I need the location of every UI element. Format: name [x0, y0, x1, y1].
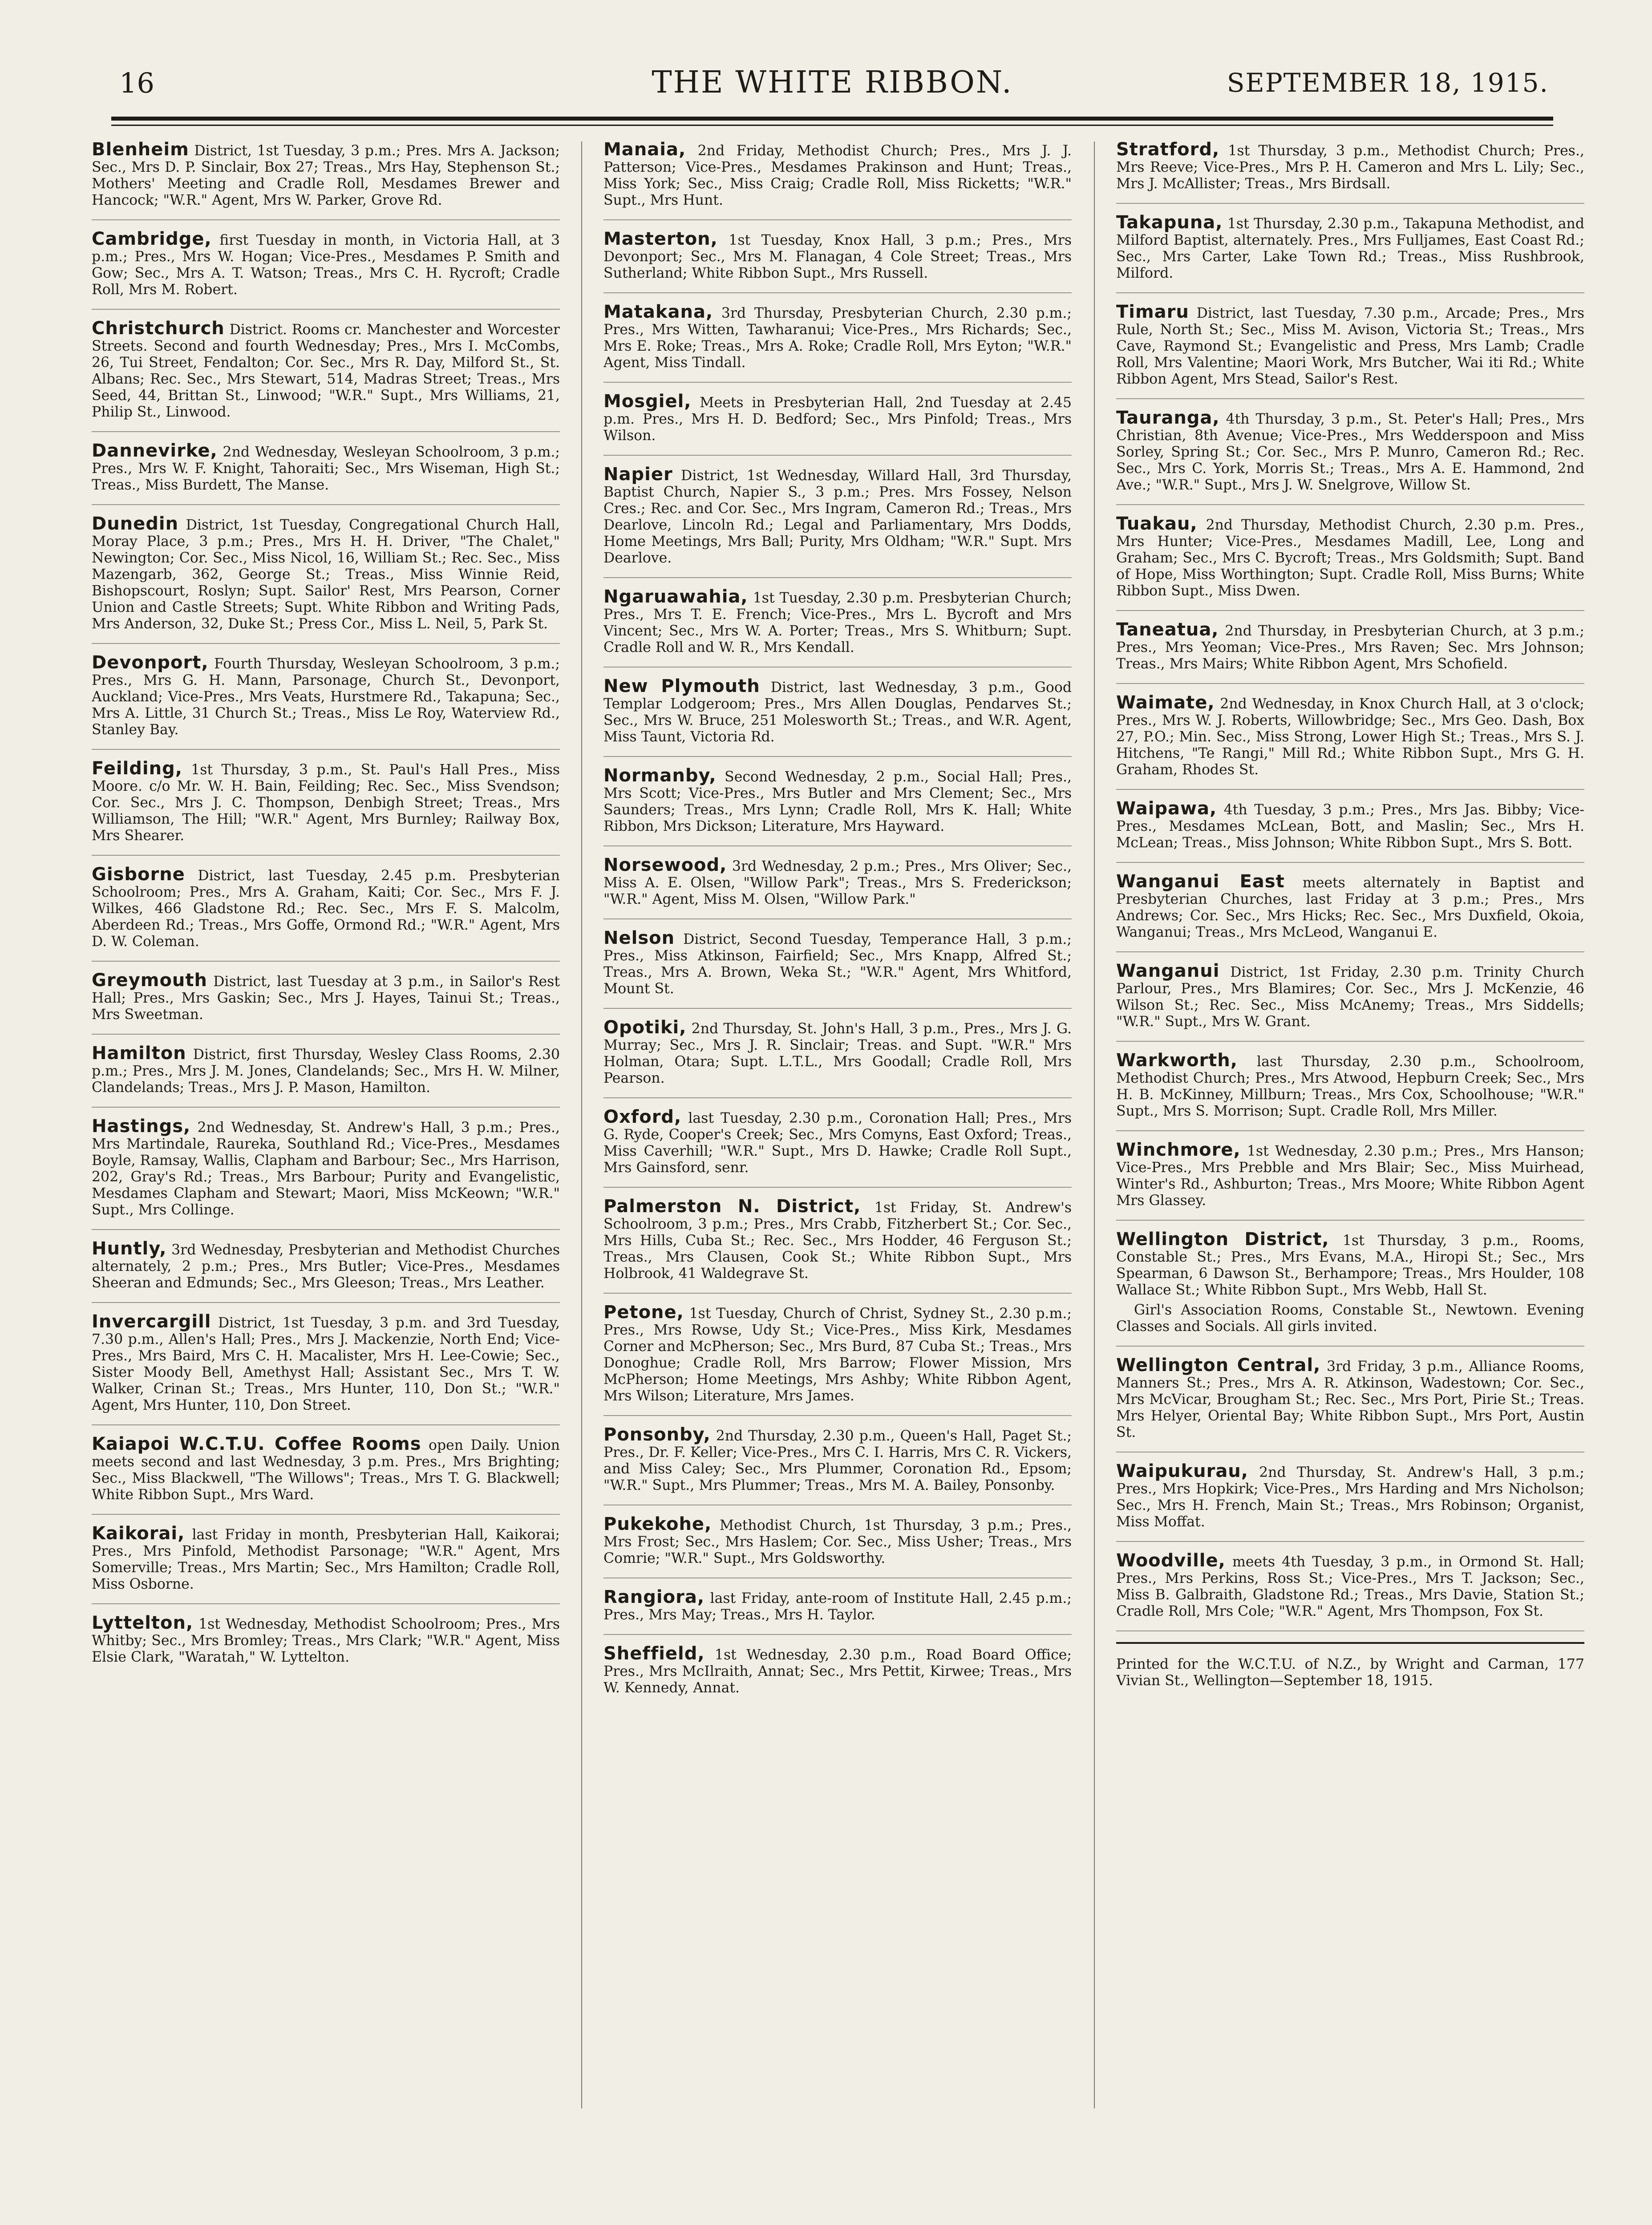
union-name: Waimate,	[1116, 692, 1215, 713]
union-details: 2nd Wednesday, Wesleyan Schoolroom, 3 p.m.; Pres., Mrs W. F. Knight, Tahoraiti; Sec., Mrs Wiseman, High St.; Treas., Miss Burdett, The Manse.	[92, 444, 560, 493]
union-details: 1st Thursday, 3 p.m., St. Paul's Hall Pres., Miss Moore. c/o Mr. W. H. Bain, Feilding; Rec. Sec., Miss Svendson; Cor. Sec., Mrs J. C. Thompson, Denbigh Street; Treas., Mrs Williamson, The Hill; "W.R." Agent, Mrs Burnley; Railway Box, Mrs Shearer.	[92, 762, 560, 844]
union-name: Opotiki,	[603, 1017, 687, 1038]
union-details: last Thursday, 2.30 p.m., Schoolroom, Methodist Church; Pres., Mrs Atwood, Hepburn Creek; Sec., Mrs H. B. McKinney, Millburn; Treas., Mrs Cox, Schoolhouse; "W.R." Supt., Mrs S. Morrison; Supt. Cradle Roll, Mrs Miller.	[1116, 1054, 1584, 1119]
union-details: 1st Wednesday, 2.30 p.m., Road Board Office; Pres., Mrs McIlraith, Annat; Sec., Mrs Pettit, Kirwee; Treas., Mrs W. Kennedy, Annat.	[603, 1647, 1072, 1696]
union-details: 1st Tuesday, Church of Christ, Sydney St., 2.30 p.m.; Pres., Mrs Rowse, Udy St.; Vice-Pres., Miss Kirk, Mesdames Corner and McPherson; Sec., Mrs Burd, 87 Cuba St.; Treas., Mrs Donoghue; Cradle Roll, Mrs Barrow; Flower Mission, Mrs McPherson; Home Meetings, Mrs Ashby; White Ribbon Agent, Mrs Wilson; Literature, Mrs James.	[603, 1306, 1072, 1404]
union-details: 1st Wednesday, Methodist Schoolroom; Pres., Mrs Whitby; Sec., Mrs Bromley; Treas., Mrs Clark; "W.R." Agent, Miss Elsie Clark, "Waratah," W. Lyttelton.	[92, 1616, 560, 1665]
union-name: Sheffield,	[603, 1643, 705, 1664]
column-2	[603, 142, 1072, 2224]
union-entry-ponsonby	[603, 1424, 1072, 1505]
union-name: Huntly,	[92, 1238, 167, 1259]
header-rule-thick	[111, 117, 1553, 121]
union-name: Petone,	[603, 1302, 684, 1323]
union-details: 1st Thursday, 2.30 p.m., Takapuna Methodist, and Milford Baptist, alternately. Pres., Mrs Fulljames, East Coast Rd.; Sec., Mrs Carter, Lake Town Rd.; Treas., Miss Rushbrook, Milford.	[1116, 216, 1584, 281]
union-entry-norsewood	[603, 857, 1072, 919]
union-name: Wanganui	[1116, 961, 1220, 981]
union-name: Gisborne	[92, 864, 185, 885]
union-note: Girl's Association Rooms, Constable St., Newtown. Evening Classes and Socials. All girls invited.	[1116, 1302, 1584, 1335]
union-entry-woodville	[1116, 1550, 1584, 1631]
union-entry-waipukurau	[1116, 1463, 1584, 1542]
column-divider-1	[581, 142, 582, 2108]
union-name: Kaikorai,	[92, 1523, 185, 1544]
union-name: Dannevirke,	[92, 441, 218, 461]
union-entry-dunedin	[92, 516, 560, 644]
union-name: Manaia,	[603, 142, 686, 160]
union-details: District, Second Tuesday, Temperance Hall, 3 p.m.; Pres., Miss Atkinson, Fairfield; Sec., Mrs Knapp, Alfred St.; Treas., Mrs A. Brown, Weka St.; "W.R." Agent, Mrs Whitford, Mount St.	[603, 931, 1072, 997]
union-details: 2nd Friday, Methodist Church; Pres., Mrs J. J. Patterson; Vice-Pres., Mesdames Prakinson and Hunt; Treas., Miss York; Sec., Miss Craig; Cradle Roll, Miss Ricketts; "W.R." Supt., Mrs Hunt.	[603, 143, 1072, 208]
union-entry-kaikorai	[92, 1525, 560, 1604]
union-name: Greymouth	[92, 970, 207, 991]
union-name: Pukekohe,	[603, 1514, 712, 1534]
union-name: Napier	[603, 464, 673, 485]
union-name: Lyttelton,	[92, 1613, 194, 1633]
union-details: last Friday in month, Presbyterian Hall, Kaikorai; Pres., Mrs Pinfold, Methodist Parsonage; "W.R." Agent, Mrs Somerville; Treas., Mrs Martin; Sec., Mrs Hamilton; Cradle Roll, Miss Osborne.	[92, 1527, 560, 1592]
union-entry-stratford	[1116, 142, 1584, 204]
newspaper-title: THE WHITE RIBBON.	[652, 65, 1013, 100]
union-details: last Tuesday, 2.30 p.m., Coronation Hall; Pres., Mrs G. Ryde, Cooper's Creek; Sec., Mrs Comyns, East Oxford; Treas., Miss Caverhill; "W.R." Supt., Mrs D. Hawke; Cradle Roll Supt., Mrs Gainsford, senr.	[603, 1110, 1072, 1176]
union-name: Timaru	[1116, 302, 1189, 322]
union-name: Woodville,	[1116, 1550, 1226, 1571]
union-entry-sheffield	[603, 1643, 1072, 1707]
union-name: Oxford,	[603, 1107, 682, 1127]
union-details: 1st Friday, St. Andrew's Schoolroom, 3 p.m.; Pres., Mrs Crabb, Fitzherbert St.; Cor. Sec., Mrs Hills, Cuba St.; Rec. Sec., Mrs Hodder, 46 Ferguson St.; Treas., Mrs Clausen, Cook St.; White Ribbon Supt., Mrs Holbrook, 41 Waldegrave St.	[603, 1200, 1072, 1282]
union-name: Nelson	[603, 928, 675, 948]
union-details: 2nd Thursday, St. Andrew's Hall, 3 p.m.; Pres., Mrs Hopkirk; Vice-Pres., Mrs Harding and Mrs Nicholson; Sec., Mrs H. French, Main St.; Treas., Mrs Robinson; Organist, Miss Moffat.	[1116, 1464, 1584, 1530]
union-name: Takapuna,	[1116, 212, 1223, 233]
union-name: Rangiora,	[603, 1587, 705, 1607]
union-details: 1st Tuesday, 2.30 p.m. Presbyterian Church; Pres., Mrs T. E. French; Vice-Pres., Mrs L. Bycroft and Mrs Vincent; Sec., Mrs W. A. Porter; Treas., Mrs S. Whitburn; Supt. Cradle Roll and W. R., Mrs Kendall.	[603, 590, 1072, 655]
union-details: 1st Tuesday, Knox Hall, 3 p.m.; Pres., Mrs Devonport; Sec., Mrs M. Flanagan, 4 Cole Street; Treas., Mrs Sutherland; White Ribbon Supt., Mrs Russell.	[603, 232, 1072, 281]
union-name: Taneatua,	[1116, 619, 1219, 640]
union-name: Stratford,	[1116, 142, 1220, 160]
union-name: Warkworth,	[1116, 1050, 1238, 1071]
union-entry-cambridge	[92, 231, 560, 310]
union-entry-pukekohe	[603, 1516, 1072, 1578]
union-entry-hamilton	[92, 1045, 560, 1108]
union-details: District, first Thursday, Wesley Class Rooms, 2.30 p.m.; Pres., Mrs J. M. Jones, Clandelands; Sec., Mrs H. W. Milner, Clandelands; Treas., Mrs J. P. Mason, Hamilton.	[92, 1047, 560, 1096]
union-entry-hastings	[92, 1118, 560, 1230]
union-name: Masterton,	[603, 229, 718, 249]
union-details: Meets in Presbyterian Hall, 2nd Tuesday at 2.45 p.m. Pres., Mrs H. D. Bedford; Sec., Mrs Pinfold; Treas., Mrs Wilson.	[603, 395, 1072, 444]
union-entry-oxford	[603, 1109, 1072, 1188]
union-entry-devonport	[92, 652, 560, 750]
union-details: 3rd Wednesday, Presbyterian and Methodist Churches alternately, 2 p.m.; Pres., Mrs Butler; Vice-Pres., Mesdames Sheeran and Edmunds; Sec., Mrs Gleeson; Treas., Mrs Leather.	[92, 1242, 560, 1291]
union-entry-takapuna	[1116, 214, 1584, 293]
union-details: District, 1st Tuesday, 3 p.m. and 3rd Tuesday, 7.30 p.m., Allen's Hall; Pres., Mrs J. Mackenzie, North End; Vice-Pres., Mrs Baird, Mrs C. H. Macalister, Mrs H. Lee-Cowie; Sec., Sister Moody Bell, Amethyst Hall; Assistant Sec., Mrs T. W. Walker, Crinan St.; Treas., Mrs Hunter, 110, Don St.; "W.R." Agent, Mrs Hunter, 110, Don Street.	[92, 1315, 560, 1413]
union-entry-mosgiel	[603, 393, 1072, 456]
union-name: Waipawa,	[1116, 798, 1217, 819]
union-details: last Friday, ante-room of Institute Hall, 2.45 p.m.; Pres., Mrs May; Treas., Mrs H. Taylor.	[603, 1590, 1072, 1623]
union-details: open Daily. Union meets second and last Wednesday, 3 p.m. Pres., Mrs Brighting; Sec., Miss Blackwell, "The Willows"; Treas., Mrs T. G. Blackwell; White Ribbon Supt., Mrs Ward.	[92, 1437, 560, 1503]
union-name: Ponsonby,	[603, 1424, 711, 1445]
union-entry-new-plymouth	[603, 678, 1072, 757]
column-3	[1116, 142, 1584, 2224]
union-entry-matakana	[603, 304, 1072, 383]
union-entry-tuakau	[1116, 516, 1584, 611]
union-details: 2nd Wednesday, in Knox Church Hall, at 3 o'clock; Pres., Mrs W. J. Roberts, Willowbridge; Sec., Mrs Geo. Dash, Box 27, P.O.; Min. Sec., Miss Strong, Lower High St.; Treas., Mrs S. J. Hitchens, "Te Rangi," Mill Rd.; White Ribbon Supt., Mrs G. H. Graham, Rhodes St.	[1116, 696, 1584, 778]
union-name: Wellington Central,	[1116, 1355, 1321, 1375]
union-name: Feilding,	[92, 758, 182, 779]
union-name: Hamilton	[92, 1043, 186, 1064]
union-details: District, last Tuesday, 7.30 p.m., Arcade; Pres., Mrs Rule, North St.; Sec., Miss M. Avison, Victoria St.; Treas., Mrs Cave, Raymond St.; Evangelistic and Press, Mrs Lamb; Cradle Roll, Mrs Valentine; Maori Work, Mrs Butcher, Wai iti Rd.; White Ribbon Agent, Mrs Stead, Sailor's Rest.	[1116, 305, 1584, 387]
union-entry-wellington-central	[1116, 1357, 1584, 1452]
union-details: District, 1st Tuesday, Congregational Church Hall, Moray Place, 3 p.m.; Pres., Mrs H. H. Driver, "The Chalet," Newington; Cor. Sec., Miss Nicol, 16, William St.; Rec. Sec., Miss Mazengarb, 362, George St.; Treas., Miss Winnie Reid, Bishopscourt, Roslyn; Supt. Sailor' Rest, Mrs Pearson, Corner Union and Castle Streets; Supt. White Ribbon and Writing Pads, Mrs Anderson, 32, Duke St.; Press Cor., Miss L. Neil, 5, Park St.	[92, 517, 560, 632]
union-entry-nelson	[603, 930, 1072, 1009]
union-entry-kaiapoi-w-c-t-u-coffee-rooms	[92, 1436, 560, 1515]
union-details: first Tuesday in month, in Victoria Hall, at 3 p.m.; Pres., Mrs W. Hogan; Vice-Pres., Mesdames P. Smith and Gow; Sec., Mrs A. T. Watson; Treas., Mrs C. H. Rycroft; Cradle Roll, Mrs M. Robert.	[92, 232, 560, 298]
union-entry-christchurch	[92, 320, 560, 432]
union-details: District, last Wednesday, 3 p.m., Good Templar Lodgeroom; Pres., Mrs Allen Douglas, Pendarves St.; Sec., Mrs W. Bruce, 251 Molesworth St.; Treas., and W.R. Agent, Miss Taunt, Victoria Rd.	[603, 680, 1072, 745]
union-details: 4th Tuesday, 3 p.m.; Pres., Mrs Jas. Bibby; Vice-Pres., Mesdames McLean, Bott, and Maslin; Sec., Mrs H. McLean; Treas., Miss Johnson; White Ribbon Supt., Mrs S. Bott.	[1116, 802, 1584, 851]
union-entry-winchmore	[1116, 1142, 1584, 1221]
page-number: 16	[119, 67, 154, 99]
union-entry-tauranga	[1116, 410, 1584, 505]
union-entry-wanganui	[1116, 963, 1584, 1042]
union-entry-timaru	[1116, 304, 1584, 399]
union-entry-manaia	[603, 142, 1072, 220]
union-details: Fourth Thursday, Wesleyan Schoolroom, 3 p.m.; Pres., Mrs G. H. Mann, Parsonage, Church St., Devonport, Auckland; Vice-Pres., Mrs Veats, Hurstmere Rd., Takapuna; Sec., Mrs A. Little, 31 Church St.; Treas., Miss Le Roy, Waterview Rd., Stanley Bay.	[92, 656, 560, 738]
union-name: Palmerston N. District,	[603, 1196, 861, 1217]
union-details: Second Wednesday, 2 p.m., Social Hall; Pres., Mrs Scott; Vice-Pres., Mrs Butler and Mrs Clement; Sec., Mrs Saunders; Treas., Mrs Lynn; Cradle Roll, Mrs K. Hall; White Ribbon, Mrs Dickson; Literature, Mrs Hayward.	[603, 769, 1072, 834]
column-1	[92, 142, 560, 2224]
union-entry-masterton	[603, 231, 1072, 293]
union-entry-waimate	[1116, 692, 1584, 790]
union-entry-invercargill	[92, 1311, 560, 1425]
union-name: Mosgiel,	[603, 391, 692, 412]
union-details: Methodist Church, 1st Thursday, 3 p.m.; Pres., Mrs Frost; Sec., Mrs Haslem; Cor. Sec., Miss Usher; Treas., Mrs Comrie; "W.R." Supt., Mrs Goldsworthy.	[603, 1517, 1072, 1566]
union-entry-dannevirke	[92, 443, 560, 505]
union-name: Norsewood,	[603, 855, 727, 875]
union-details: 1st Wednesday, 2.30 p.m.; Pres., Mrs Hanson; Vice-Pres., Mrs Prebble and Mrs Blair; Sec., Miss Muirhead, Winter's Rd., Ashburton; Treas., Mrs Moore; White Ribbon Agent Mrs Glassey.	[1116, 1143, 1584, 1209]
union-details: 2nd Thursday, St. John's Hall, 3 p.m., Pres., Mrs J. G. Murray; Sec., Mrs J. R. Sinclair; Treas. and Supt. "W.R." Mrs Holman, Otara; Supt. L.T.L., Mrs Goodall; Cradle Roll, Mrs Pearson.	[603, 1021, 1072, 1086]
union-details: District, 1st Tuesday, 3 p.m.; Pres. Mrs A. Jackson; Sec., Mrs D. P. Sinclair, Box 27; Treas., Mrs Hay, Stephenson St.; Mothers' Meeting and Cradle Roll, Mesdames Brewer and Hancock; "W.R." Agent, Mrs W. Parker, Grove Rd.	[92, 143, 560, 208]
union-entry-wellington-district	[1116, 1231, 1584, 1347]
union-entry-waipawa	[1116, 798, 1584, 863]
union-details: District, last Tuesday, 2.45 p.m. Presbyterian Schoolroom; Pres., Mrs A. Graham, Kaiti; Cor. Sec., Mrs F. J. Wilkes, 466 Gladstone Rd.; Rec. Sec., Mrs F. S. Malcolm, Aberdeen Rd.; Treas., Mrs Goffe, Ormond Rd.; "W.R." Agent, Mrs D. W. Coleman.	[92, 868, 560, 950]
union-entry-taneatua	[1116, 619, 1584, 684]
union-details: 3rd Wednesday, 2 p.m.; Pres., Mrs Oliver; Sec., Miss A. E. Olsen, "Willow Park"; Treas., Mrs S. Frederickson; "W.R." Agent, Miss M. Olsen, "Willow Park."	[603, 858, 1072, 907]
union-details: 2nd Thursday, in Presbyterian Church, at 3 p.m.; Pres., Mrs Yeoman; Vice-Pres., Mrs Raven; Sec. Mrs Johnson; Treas., Mrs Mairs; White Ribbon Agent, Mrs Schofield.	[1116, 623, 1584, 672]
union-name: Dunedin	[92, 514, 179, 534]
union-name: Devonport,	[92, 652, 209, 673]
union-name: Tuakau,	[1116, 514, 1198, 534]
union-details: 2nd Thursday, Methodist Church, 2.30 p.m. Pres., Mrs Hunter; Vice-Pres., Mesdames Madill, Lee, Long and Graham; Sec., Mrs C. Bycroft; Treas., Mrs Goldsmith; Supt. Band of Hope, Miss Worthington; Supt. Cradle Roll, Miss Burns; White Ribbon Supt., Miss Dwen.	[1116, 517, 1584, 599]
union-details: meets 4th Tuesday, 3 p.m., in Ormond St. Hall; Pres., Mrs Perkins, Ross St.; Vice-Pres., Mrs T. Jackson; Sec., Miss B. Galbraith, Gladstone Rd.; Treas., Mrs Davie, Station St.; Cradle Roll, Mrs Cole; "W.R." Agent, Mrs Thompson, Fox St.	[1116, 1554, 1584, 1619]
union-details: 1st Thursday, 3 p.m., Methodist Church; Pres., Mrs Reeve; Vice-Pres., Mrs P. H. Cameron and Mrs L. Lily; Sec., Mrs J. McAllister; Treas., Mrs Birdsall.	[1116, 143, 1584, 192]
union-name: Winchmore,	[1116, 1140, 1241, 1160]
union-name: New Plymouth	[603, 676, 760, 696]
union-name: Kaiapoi W.C.T.U. Coffee Rooms	[92, 1434, 421, 1454]
union-name: Tauranga,	[1116, 408, 1220, 428]
union-name: Ngaruawahia,	[603, 587, 748, 607]
union-entry-lyttelton	[92, 1615, 560, 1676]
union-details: 3rd Friday, 3 p.m., Alliance Rooms, Manners St.; Pres., Mrs A. R. Atkinson, Wadestown; Cor. Sec., Mrs McVicar, Brougham St.; Rec. Sec., Mrs Port, Pirie St.; Treas. Mrs Helyer, Oriental Bay; White Ribbon Supt., Mrs Port, Austin St.	[1116, 1359, 1584, 1440]
union-entry-gisborne	[92, 866, 560, 962]
union-details: District, 1st Wednesday, Willard Hall, 3rd Thursday, Baptist Church, Napier S., 3 p.m.; Pres. Mrs Fossey, Nelson Cres.; Rec. and Cor. Sec., Mrs Ingram, Cameron Rd.; Treas., Mrs Dearlove, Lincoln Rd.; Legal and Parliamentary, Mrs Dodds, Home Meetings, Mrs Ball; Purity, Mrs Oldham; "W.R." Supt. Mrs Dearlove.	[603, 468, 1072, 566]
union-name: Hastings,	[92, 1116, 191, 1137]
union-entry-blenheim	[92, 142, 560, 220]
union-entry-wanganui-east	[1116, 871, 1584, 952]
issue-date: SEPTEMBER 18, 1915.	[1227, 68, 1549, 98]
union-name: Matakana,	[603, 302, 713, 322]
header-rule-thin	[111, 125, 1553, 126]
union-details: 2nd Wednesday, St. Andrew's Hall, 3 p.m.; Pres., Mrs Martindale, Raureka, Southland Rd.; Vice-Pres., Mesdames Boyle, Ramsay, Wallis, Clapham and Barbour; Sec., Mrs Harrison, 202, Gray's Rd.; Treas., Mrs Barbour; Purity and Evangelistic, Mesdames Clapham and Stewart; Maori, Miss McKeown; "W.R." Supt., Mrs Collinge.	[92, 1120, 560, 1218]
printer-imprint: Printed for the W.C.T.U. of N.Z., by Wright and Carman, 177 Vivian St., Wellington—September 18, 1915.	[1116, 1642, 1584, 1689]
union-name: Blenheim	[92, 142, 189, 160]
union-name: Cambridge,	[92, 229, 212, 249]
union-entry-napier	[603, 466, 1072, 578]
union-entry-huntly	[92, 1238, 560, 1303]
union-name: Wanganui East	[1116, 871, 1285, 892]
union-name: Waipukurau,	[1116, 1461, 1248, 1481]
union-details: 4th Thursday, 3 p.m., St. Peter's Hall; Pres., Mrs Christian, 8th Avenue; Vice-Pres., Mrs Wedderspoon and Miss Sorley, Spring St.; Cor. Sec., Mrs P. Munro, Cameron Rd.; Rec. Sec., Mrs C. York, Morris St.; Treas., Mrs A. E. Hammond, 2nd Ave.; "W.R." Supt., Mrs J. W. Snelgrove, Willow St.	[1116, 411, 1584, 493]
union-details: 2nd Thursday, 2.30 p.m., Queen's Hall, Paget St.; Pres., Dr. F. Keller; Vice-Pres., Mrs C. I. Harris, Mrs C. R. Vickers, and Miss Caley; Sec., Mrs Plummer, Coronation Rd., Epsom; "W.R." Supt., Mrs Plummer; Treas., Mrs M. A. Bailey, Ponsonby.	[603, 1428, 1072, 1493]
union-entry-normanby	[603, 765, 1072, 846]
union-details: District, last Tuesday at 3 p.m., in Sailor's Rest Hall; Pres., Mrs Gaskin; Sec., Mrs J. Hayes, Tainui St.; Treas., Mrs Sweetman.	[92, 974, 560, 1023]
union-name: Wellington District,	[1116, 1229, 1329, 1250]
union-entry-greymouth	[92, 972, 560, 1035]
page-header	[111, 58, 1553, 102]
column-divider-2	[1094, 142, 1095, 2108]
union-details: meets alternately in Baptist and Presbyterian Churches, last Friday at 3 p.m.; Pres., Mrs Andrews; Cor. Sec., Mrs Hicks; Rec. Sec., Mrs Duxfield, Okoia, Wanganui; Treas., Mrs McLeod, Wanganui E.	[1116, 875, 1584, 940]
union-details: District. Rooms cr. Manchester and Worcester Streets. Second and fourth Wednesday; Pres., Mrs I. McCombs, 26, Tui Street, Fendalton; Cor. Sec., Mrs R. Day, Milford St., St. Albans; Rec. Sec., Mrs Stewart, 514, Madras Street; Treas., Mrs Seed, 44, Brittan St., Linwood; "W.R." Supt., Mrs Williams, 21, Philip St., Linwood.	[92, 322, 560, 420]
union-entry-petone	[603, 1304, 1072, 1416]
union-entry-warkworth	[1116, 1052, 1584, 1131]
union-details: 1st Thursday, 3 p.m., Rooms, Constable St.; Pres., Mrs Evans, M.A., Hiropi St.; Sec., Mrs Spearman, 6 Dawson St., Berhampore; Treas., Mrs Houlder, 108 Wallace St.; White Ribbon Supt., Mrs Webb, Hall St.	[1116, 1233, 1584, 1298]
union-entry-opotiki	[603, 1019, 1072, 1098]
union-entry-feilding	[92, 758, 560, 856]
union-name: Invercargill	[92, 1311, 211, 1332]
union-entry-palmerston-n-district	[603, 1198, 1072, 1294]
union-name: Christchurch	[92, 318, 225, 339]
union-name: Normanby,	[603, 765, 717, 786]
union-entry-ngaruawahia	[603, 589, 1072, 668]
union-details: District, 1st Friday, 2.30 p.m. Trinity Church Parlour, Pres., Mrs Blamires; Cor. Sec., Mrs J. McKenzie, 46 Wilson St.; Rec. Sec., Miss McAnemy; Treas., Mrs Siddells; "W.R." Supt., Mrs W. Grant.	[1116, 964, 1584, 1030]
union-entry-rangiora	[603, 1589, 1072, 1635]
union-details: 3rd Thursday, Presbyterian Church, 2.30 p.m.; Pres., Mrs Witten, Tawharanui; Vice-Pres., Mrs Richards; Sec., Mrs E. Roke; Treas., Mrs A. Roke; Cradle Roll, Mrs Eyton; "W.R." Agent, Miss Tindall.	[603, 305, 1072, 371]
